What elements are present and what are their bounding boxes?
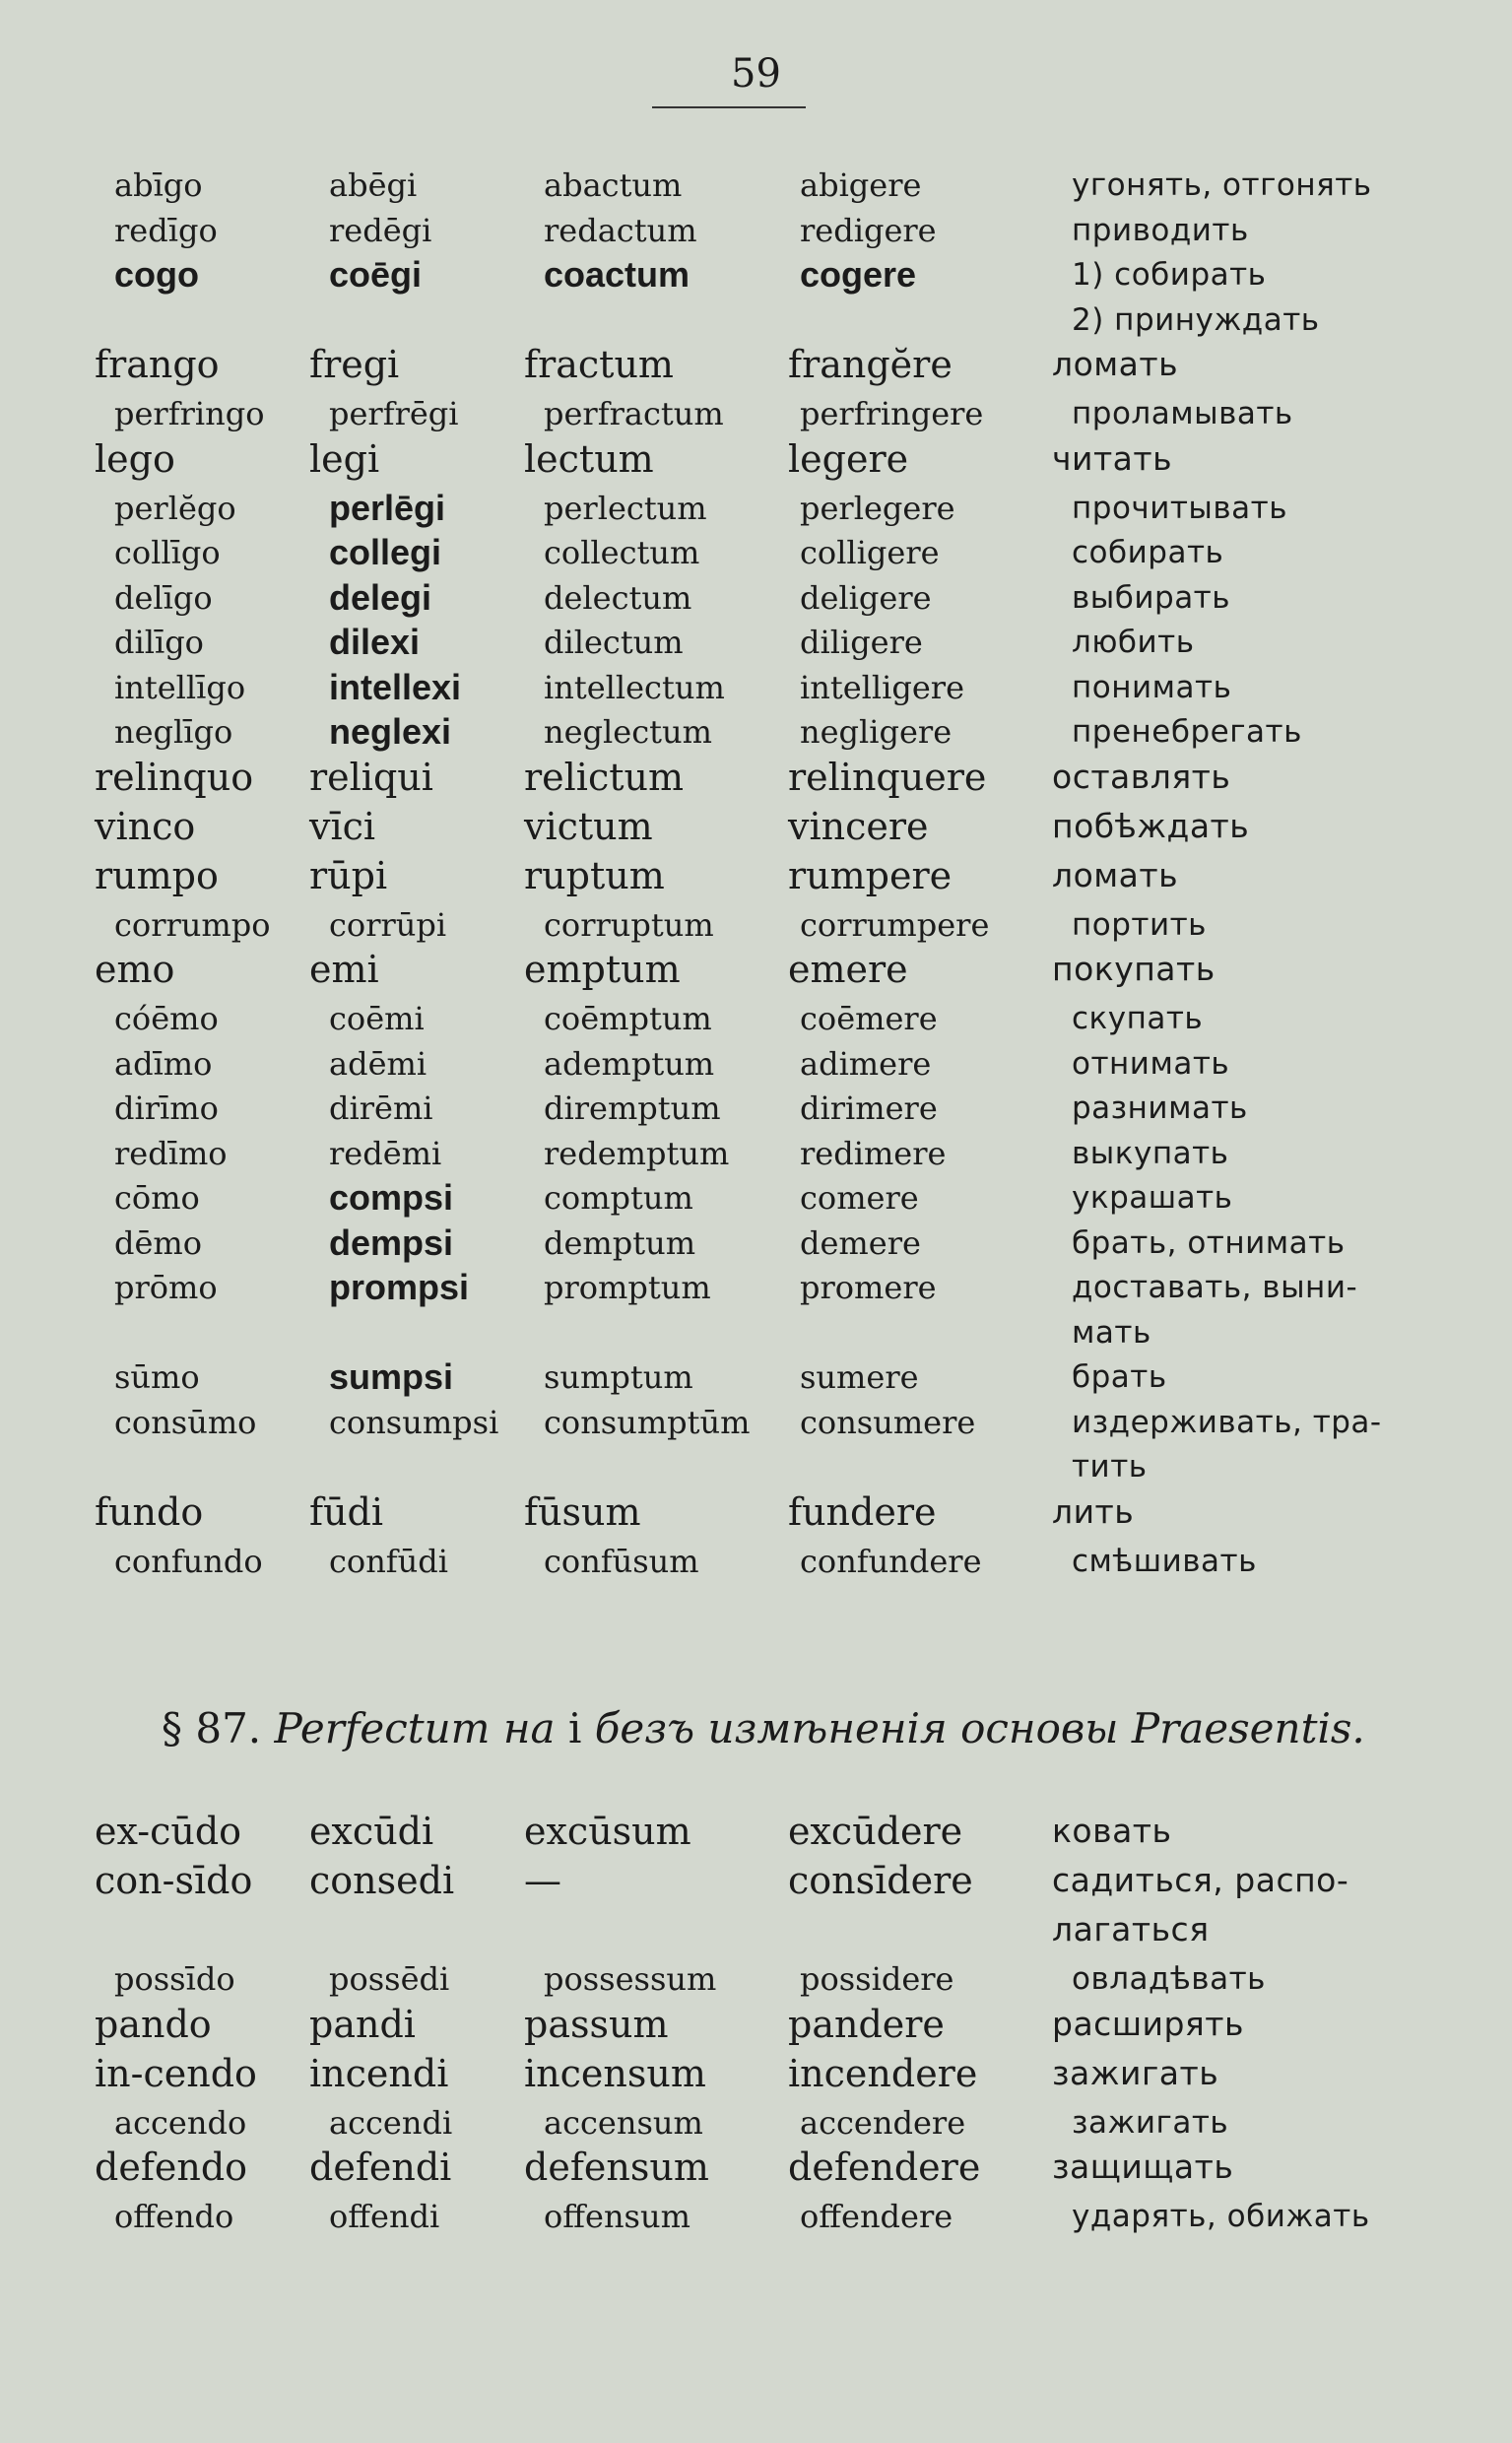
perfect-form: offendi xyxy=(329,2198,440,2235)
translation: ударять, обижать xyxy=(1072,2199,1370,2234)
translation: овладѣвать xyxy=(1072,1961,1266,1997)
translation: расширять xyxy=(1052,2004,1244,2043)
perfect-form: collegi xyxy=(329,532,442,572)
infinitive-form: coēmere xyxy=(800,1000,938,1037)
present-form: corrumpo xyxy=(114,905,271,944)
supine-form: relictum xyxy=(524,755,685,799)
perfect-form: defendi xyxy=(309,2146,452,2189)
perfect-form: consedi xyxy=(309,1859,455,1902)
perfect-form: dempsi xyxy=(329,1222,454,1263)
present-form: collīgo xyxy=(114,534,221,571)
infinitive-form: demere xyxy=(800,1223,921,1262)
present-form: perlĕgo xyxy=(114,489,236,527)
supine-form: confūsum xyxy=(544,1542,699,1580)
supine-form: fractum xyxy=(524,343,674,386)
translation: портить xyxy=(1072,906,1207,943)
translation: оставлять xyxy=(1052,757,1231,796)
supine-form: perlectum xyxy=(544,489,707,527)
present-form: dirīmo xyxy=(114,1089,219,1127)
translation: ковать xyxy=(1052,1812,1172,1850)
perfect-form: incendi xyxy=(309,2051,449,2095)
perfect-form: delegi xyxy=(329,576,432,618)
infinitive-form: promere xyxy=(800,1269,937,1306)
present-form: dilīgo xyxy=(114,624,204,661)
table-row xyxy=(0,2194,1512,2239)
page-number-rule xyxy=(652,106,806,108)
present-form: adīmo xyxy=(114,1044,213,1083)
translation: лагаться xyxy=(1052,1910,1210,1948)
table-row xyxy=(0,208,1512,253)
translation: покупать xyxy=(1052,950,1216,988)
infinitive-form: intelligere xyxy=(800,668,964,706)
perfect-form: confūdi xyxy=(329,1542,448,1580)
table-row xyxy=(0,709,1512,755)
infinitive-form: adimere xyxy=(800,1044,932,1083)
infinitive-form: perfringere xyxy=(800,395,984,432)
supine-form: neglectum xyxy=(544,713,712,751)
table-row xyxy=(0,620,1512,665)
supine-form: diremptum xyxy=(544,1089,721,1127)
supine-form: redemptum xyxy=(544,1134,730,1172)
perfect-form: perfrēgi xyxy=(329,395,459,432)
table-row xyxy=(0,1956,1512,2002)
heading-letter: i xyxy=(567,1704,582,1752)
present-form: offendo xyxy=(114,2198,234,2235)
infinitive-form: colligere xyxy=(800,534,940,571)
infinitive-form: fundere xyxy=(788,1489,937,1534)
supine-form: lectum xyxy=(524,436,654,481)
perfect-form: redēmi xyxy=(329,1134,442,1172)
translation: собирать xyxy=(1072,535,1224,570)
table-row xyxy=(0,1041,1512,1087)
translation: скупать xyxy=(1072,1001,1204,1036)
table-row xyxy=(0,755,1512,800)
table-row xyxy=(0,804,1512,849)
infinitive-form: confundere xyxy=(800,1542,982,1580)
translation: брать, отнимать xyxy=(1072,1224,1346,1261)
translation: садиться, распо- xyxy=(1052,1861,1349,1899)
supine-form: abactum xyxy=(544,166,683,204)
infinitive-form: diligere xyxy=(800,624,923,661)
supine-form: coēmptum xyxy=(544,1000,712,1037)
translation: выкупать xyxy=(1072,1135,1229,1171)
translation: пренебрегать xyxy=(1072,714,1302,750)
present-form: rumpo xyxy=(95,853,219,897)
supine-form: redactum xyxy=(544,211,697,249)
table-row xyxy=(0,1489,1512,1535)
table-row xyxy=(0,902,1512,948)
table-row xyxy=(0,163,1512,208)
table-row xyxy=(0,947,1512,992)
supine-form: defensum xyxy=(524,2146,709,2189)
present-form: consūmo xyxy=(114,1403,257,1441)
present-form: prōmo xyxy=(114,1269,218,1306)
infinitive-form: redimere xyxy=(800,1134,947,1172)
table-row xyxy=(0,436,1512,482)
supine-form: coactum xyxy=(544,254,690,295)
supine-form: collectum xyxy=(544,534,700,571)
perfect-form: consumpsi xyxy=(329,1403,499,1441)
supine-form: excūsum xyxy=(524,1810,691,1853)
translation: смѣшивать xyxy=(1072,1543,1257,1579)
perfect-form: sumpsi xyxy=(329,1356,454,1397)
perfect-form: reliqui xyxy=(309,755,433,799)
infinitive-form: rumpere xyxy=(788,853,953,897)
perfect-form: accendi xyxy=(329,2103,453,2142)
present-form: cogo xyxy=(114,254,199,295)
perfect-form: neglexi xyxy=(329,711,452,752)
translation: любить xyxy=(1072,625,1195,660)
perfect-form: emi xyxy=(309,948,379,991)
present-form: vinco xyxy=(95,804,196,848)
translation: защищать xyxy=(1052,2147,1234,2186)
infinitive-form: perlegere xyxy=(800,489,955,527)
table-row xyxy=(0,1858,1512,1903)
translation: побѣждать xyxy=(1052,806,1250,845)
translation: 2) принуждать xyxy=(1072,301,1320,338)
infinitive-form: abigere xyxy=(800,166,922,204)
perfect-form: dilexi xyxy=(329,622,421,662)
table-row xyxy=(0,391,1512,436)
table-row xyxy=(0,1809,1512,1854)
present-form: intellīgo xyxy=(114,668,246,706)
translation: ломать xyxy=(1052,855,1179,894)
translation: лить xyxy=(1052,1491,1135,1531)
perfect-form: legi xyxy=(309,436,380,481)
perfect-form: possēdi xyxy=(329,1960,450,1998)
infinitive-form: corrumpere xyxy=(800,905,990,944)
infinitive-form: consumere xyxy=(800,1403,976,1441)
infinitive-form: incendere xyxy=(788,2051,978,2095)
present-form: frango xyxy=(95,343,220,386)
translation: отнимать xyxy=(1072,1045,1230,1082)
infinitive-form: deligere xyxy=(800,578,932,617)
infinitive-form: consīdere xyxy=(788,1859,973,1902)
table-row xyxy=(0,530,1512,575)
infinitive-form: relinquere xyxy=(788,755,987,799)
table-row xyxy=(0,1131,1512,1176)
infinitive-form: offendere xyxy=(800,2198,953,2235)
present-form: fundo xyxy=(95,1489,204,1534)
supine-form: passum xyxy=(524,2002,669,2046)
heading-term: Perfectum xyxy=(274,1704,491,1752)
present-form: dēmo xyxy=(114,1223,203,1262)
table-row xyxy=(0,1539,1512,1584)
perfect-form: dirēmi xyxy=(329,1089,433,1127)
heading-text-1: на xyxy=(502,1704,556,1752)
table-row xyxy=(0,1221,1512,1266)
supine-form: victum xyxy=(524,804,653,848)
perfect-form: fregi xyxy=(309,343,400,386)
translation: тить xyxy=(1072,1449,1148,1485)
perfect-form: corrūpi xyxy=(329,905,447,944)
supine-form: offensum xyxy=(544,2198,690,2235)
supine-form: promptum xyxy=(544,1269,711,1306)
heading-text-2: безъ измѣненія основы xyxy=(594,1704,1119,1752)
present-form: neglīgo xyxy=(114,713,233,751)
supine-form: accensum xyxy=(544,2103,703,2142)
present-form: pando xyxy=(95,2002,212,2046)
infinitive-form: accendere xyxy=(800,2103,966,2142)
present-form: con-sīdo xyxy=(95,1859,253,1902)
translation: мать xyxy=(1072,1314,1151,1351)
present-form: accendo xyxy=(114,2103,247,2142)
translation: зажигать xyxy=(1052,2053,1219,2092)
table-row xyxy=(0,2051,1512,2096)
infinitive-form: vincere xyxy=(788,804,929,848)
table-row xyxy=(0,2002,1512,2047)
table-row xyxy=(0,252,1512,297)
perfect-form: abēgi xyxy=(329,166,418,204)
supine-form: possessum xyxy=(544,1960,717,1998)
table-row xyxy=(0,1400,1512,1445)
translation: читать xyxy=(1052,438,1173,478)
translation: выбирать xyxy=(1072,579,1231,616)
infinitive-form: sumere xyxy=(800,1358,919,1396)
perfect-form: compsi xyxy=(329,1177,454,1218)
infinitive-form: negligere xyxy=(800,713,953,751)
translation: разнимать xyxy=(1072,1090,1248,1126)
translation: проламывать xyxy=(1072,396,1293,431)
present-form: sūmo xyxy=(114,1358,200,1396)
present-form: redīmo xyxy=(114,1134,228,1172)
infinitive-form: cogere xyxy=(800,254,917,295)
supine-form: dilectum xyxy=(544,624,684,661)
table-row xyxy=(0,1354,1512,1400)
present-form: cōmo xyxy=(114,1179,200,1217)
translation: издерживать, тра- xyxy=(1072,1404,1382,1440)
table-row xyxy=(0,1444,1512,1489)
infinitive-form: legere xyxy=(788,436,909,481)
perfect-form: coēgi xyxy=(329,254,423,295)
infinitive-form: frangĕre xyxy=(788,343,953,386)
table-row xyxy=(0,486,1512,531)
infinitive-form: emere xyxy=(788,948,908,991)
supine-form: incensum xyxy=(524,2051,706,2095)
supine-form: ruptum xyxy=(524,853,665,897)
perfect-form: vīci xyxy=(309,804,376,848)
supine-form: corruptum xyxy=(544,905,714,944)
present-form: emo xyxy=(95,948,175,991)
translation: угонять, отгонять xyxy=(1072,167,1372,203)
present-form: relinquo xyxy=(95,755,254,799)
perfect-form: pandi xyxy=(309,2002,416,2046)
infinitive-form: comere xyxy=(800,1179,919,1217)
translation: брать xyxy=(1072,1359,1167,1395)
perfect-form: coēmi xyxy=(329,1000,425,1037)
supine-form: comptum xyxy=(544,1179,693,1217)
perfect-form: excūdi xyxy=(309,1810,434,1853)
perfect-form: fūdi xyxy=(309,1489,384,1534)
supine-form: — xyxy=(524,1859,561,1902)
translation: украшать xyxy=(1072,1180,1233,1216)
table-row xyxy=(0,665,1512,710)
perfect-form: intellexi xyxy=(329,666,462,707)
table-row xyxy=(0,853,1512,898)
table-row xyxy=(0,2100,1512,2146)
translation: приводить xyxy=(1072,212,1249,248)
supine-form: consumptūm xyxy=(544,1403,751,1441)
infinitive-form: excūdere xyxy=(788,1810,963,1853)
perfect-form: prompsi xyxy=(329,1267,470,1307)
infinitive-form: redigere xyxy=(800,211,937,249)
page-number: 59 xyxy=(731,51,781,97)
translation: прочитывать xyxy=(1072,490,1288,526)
translation: понимать xyxy=(1072,669,1232,705)
translation: доставать, выни- xyxy=(1072,1270,1358,1305)
supine-form: ademptum xyxy=(544,1044,715,1083)
present-form: redīgo xyxy=(114,211,218,249)
perfect-form: redēgi xyxy=(329,211,432,249)
perfect-form: rūpi xyxy=(309,853,388,897)
table-row xyxy=(0,996,1512,1041)
supine-form: sumptum xyxy=(544,1358,693,1396)
translation: зажигать xyxy=(1072,2104,1229,2141)
supine-form: demptum xyxy=(544,1223,696,1262)
present-form: possīdo xyxy=(114,1960,235,1998)
table-row xyxy=(0,1310,1512,1355)
present-form: delīgo xyxy=(114,578,213,617)
infinitive-form: dirimere xyxy=(800,1089,938,1127)
supine-form: fūsum xyxy=(524,1489,641,1534)
section-mark: § 87. xyxy=(162,1704,262,1752)
table-row xyxy=(0,1086,1512,1131)
table-row xyxy=(0,1907,1512,1952)
table-row xyxy=(0,1175,1512,1221)
perfect-form: adēmi xyxy=(329,1044,427,1083)
supine-form: intellectum xyxy=(544,668,725,706)
supine-form: emptum xyxy=(524,948,681,991)
heading-term-2: Praesentis. xyxy=(1131,1704,1365,1752)
present-form: defendo xyxy=(95,2146,248,2189)
present-form: confundo xyxy=(114,1542,263,1580)
supine-form: perfractum xyxy=(544,395,724,432)
perfect-form: perlēgi xyxy=(329,487,446,528)
present-form: ex-cūdo xyxy=(95,1810,242,1853)
translation: ломать xyxy=(1052,345,1179,383)
present-form: lego xyxy=(95,436,175,481)
table-row xyxy=(0,575,1512,621)
table-row xyxy=(0,297,1512,343)
table-row xyxy=(0,2145,1512,2190)
translation: 1) собирать xyxy=(1072,257,1267,293)
section-heading xyxy=(162,1704,1422,1752)
present-form: perfringo xyxy=(114,395,265,432)
infinitive-form: defendere xyxy=(788,2146,981,2189)
supine-form: delectum xyxy=(544,578,692,617)
infinitive-form: pandere xyxy=(788,2002,945,2046)
table-row xyxy=(0,1265,1512,1310)
table-row xyxy=(0,342,1512,387)
present-form: in-cendo xyxy=(95,2051,257,2095)
present-form: cóēmo xyxy=(114,1000,219,1037)
infinitive-form: possidere xyxy=(800,1960,954,1998)
present-form: abīgo xyxy=(114,166,203,204)
